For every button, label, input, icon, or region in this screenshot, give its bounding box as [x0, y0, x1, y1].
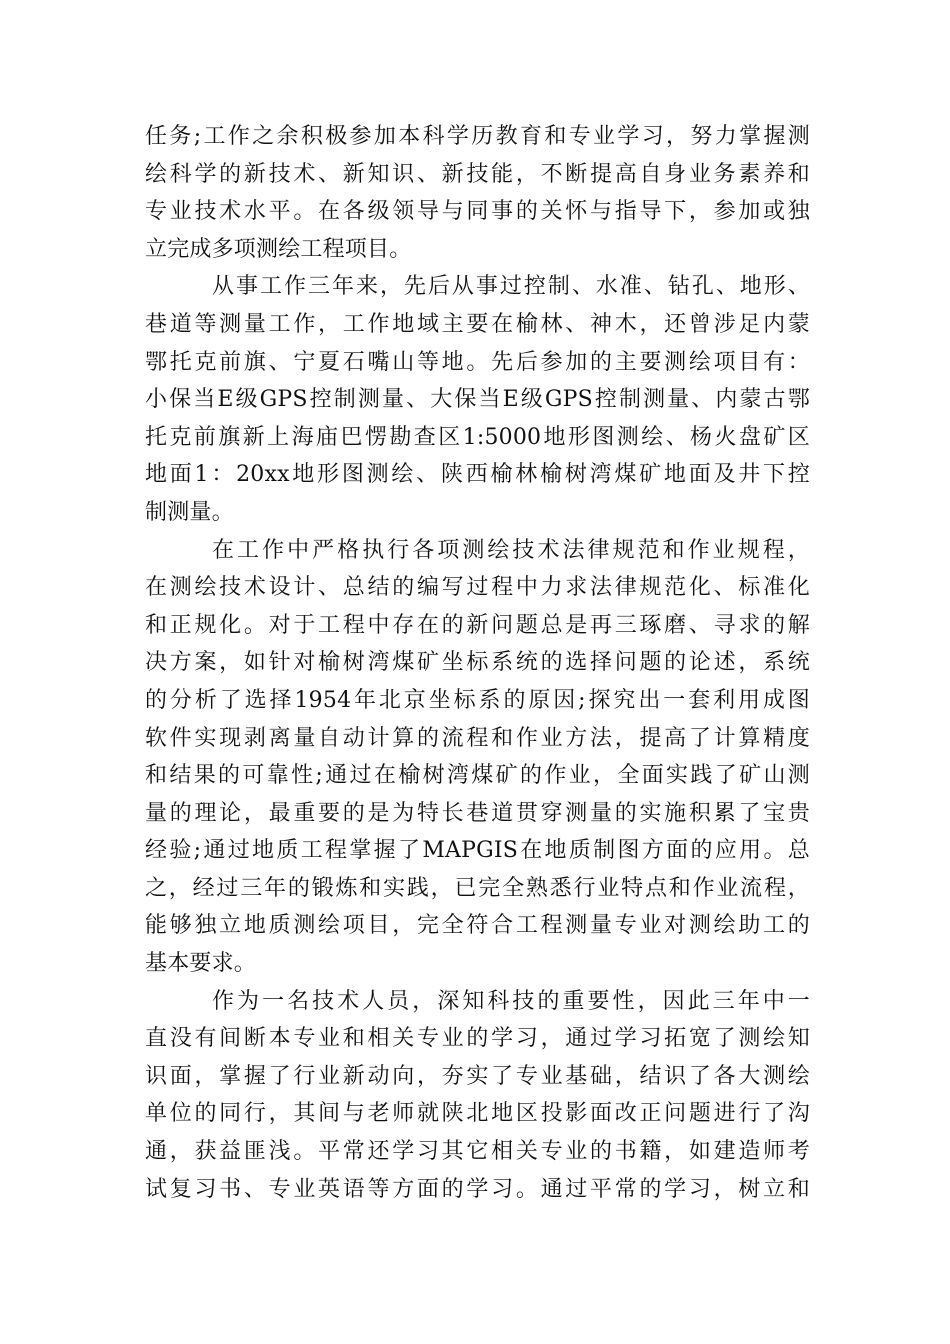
text-line: 小保当E级GPS控制测量、大保当E级GPS控制测量、内蒙古鄂 [145, 387, 810, 413]
text-line: 地面1：20xx地形图测绘、陕西榆林榆树湾煤矿地面及井下控 [145, 462, 810, 488]
text-line: 作为一名技术人员，深知科技的重要性，因此三年中一 [212, 988, 810, 1014]
text-line: 通，获益匪浅。平常还学习其它相关专业的书籍，如建造师考 [145, 1139, 810, 1165]
text-line: 鄂托克前旗、宁夏石嘴山等地。先后参加的主要测绘项目有： [145, 349, 810, 375]
text-line: 基本要求。 [145, 951, 257, 977]
text-line: 巷道等测量工作，工作地域主要在榆林、神木，还曾涉足内蒙 [145, 311, 810, 337]
text-line: 试复习书、专业英语等方面的学习。通过平常的学习，树立和 [145, 1176, 810, 1202]
text-line: 决方案，如针对榆树湾煤矿坐标系统的选择问题的论述，系统 [145, 650, 810, 676]
document-body [145, 118, 810, 1208]
paragraph [145, 983, 810, 1209]
text-line: 从事工作三年来，先后从事过控制、水准、钻孔、地形、 [212, 274, 810, 300]
text-line: 和正规化。对于工程中存在的新问题总是再三琢磨、寻求的解 [145, 612, 810, 638]
text-line: 软件实现剥离量自动计算的流程和作业方法，提高了计算精度 [145, 725, 810, 751]
text-line: 之，经过三年的锻炼和实践，已完全熟悉行业特点和作业流程， [145, 875, 810, 901]
text-line: 单位的同行，其间与老师就陕北地区投影面改正问题进行了沟 [145, 1101, 810, 1127]
text-line: 能够独立地质测绘项目，完全符合工程测量专业对测绘助工的 [145, 913, 810, 939]
text-line: 直没有间断本专业和相关专业的学习，通过学习拓宽了测绘知 [145, 1026, 810, 1052]
text-line: 托克前旗新上海庙巴愣勘查区1:5000地形图测绘、杨火盘矿区 [145, 424, 810, 450]
text-line: 和结果的可靠性;通过在榆树湾煤矿的作业，全面实践了矿山测 [145, 763, 810, 789]
text-line: 的分析了选择1954年北京坐标系的原因;探究出一套利用成图 [145, 687, 810, 713]
paragraph [145, 268, 810, 531]
paragraph [145, 118, 810, 268]
text-line: 绘科学的新技术、新知识、新技能，不断提高自身业务素养和 [145, 161, 810, 187]
text-line: 识面，掌握了行业新动向，夯实了专业基础，结识了各大测绘 [145, 1063, 810, 1089]
text-line: 在测绘技术设计、总结的编写过程中力求法律规范化、标准化 [145, 575, 810, 601]
paragraph [145, 532, 810, 983]
text-line: 在工作中严格执行各项测绘技术法律规范和作业规程， [212, 537, 810, 563]
text-line: 量的理论，最重要的是为特长巷道贯穿测量的实施积累了宝贵 [145, 800, 810, 826]
text-line: 立完成多项测绘工程项目。 [145, 236, 412, 262]
text-line: 制测量。 [145, 499, 234, 525]
text-line: 经验;通过地质工程掌握了MAPGIS在地质制图方面的应用。总 [145, 838, 810, 864]
text-line: 任务;工作之余积极参加本科学历教育和专业学习，努力掌握测 [145, 124, 810, 149]
text-line: 专业技术水平。在各级领导与同事的关怀与指导下，参加或独 [145, 199, 810, 225]
